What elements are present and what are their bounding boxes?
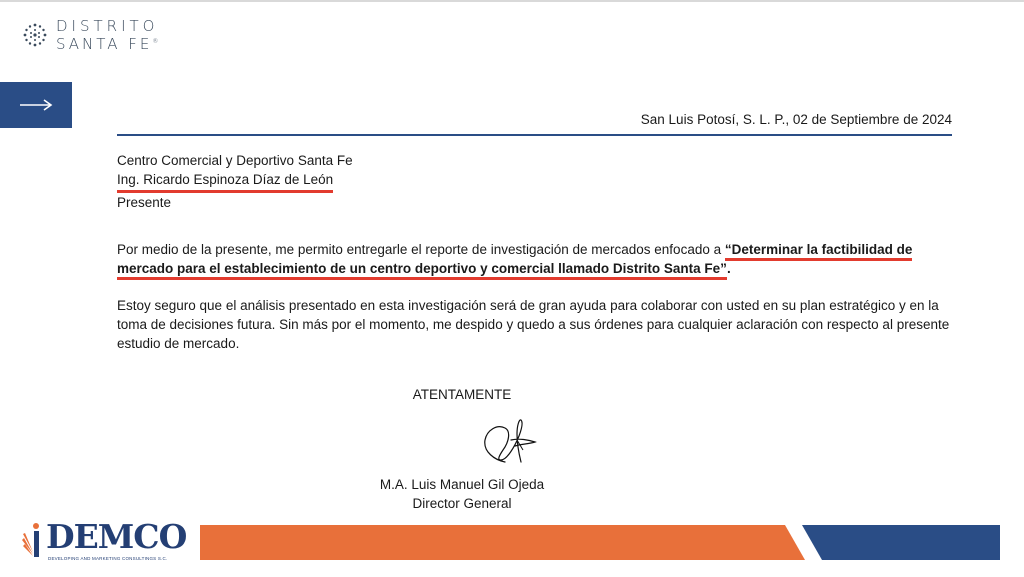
- demco-subtitle: DEVELOPING AND MARKETING CONSULTINGS S.C.: [48, 556, 168, 561]
- signature-image: [475, 410, 545, 470]
- study-objective-highlight: “Determinar la factibilidad de mercado para el establecimiento de un centro deportivo y comercial llamado Distrito Santa Fe”: [117, 242, 912, 280]
- footer-color-band: [200, 525, 1000, 560]
- body-paragraph-1: [117, 240, 955, 278]
- recipient-block: [117, 151, 353, 212]
- recipient-company: Centro Comercial y Deportivo Santa Fe: [117, 153, 353, 168]
- arrow-right-icon: [19, 98, 53, 112]
- distrito-santa-fe-logo: [22, 18, 158, 52]
- signer-title: Director General: [412, 496, 512, 511]
- paragraph-1-intro: Por medio de la presente, me permito entregarle el reporte de investigación de mercados enfocado a: [117, 242, 725, 257]
- letter-date: San Luis Potosí, S. L. P., 02 de Septiembre de 2024: [640, 112, 952, 127]
- top-border: [0, 0, 1024, 2]
- paragraph-1-end: .: [726, 261, 731, 276]
- dots-logo-icon: [22, 22, 48, 48]
- recipient-presente: Presente: [117, 195, 172, 210]
- logo-wordmark: [56, 18, 158, 52]
- registered-mark: ®: [152, 38, 159, 45]
- closing-text: ATENTAMENTE: [412, 387, 512, 402]
- header-divider: [117, 134, 952, 136]
- demco-wordmark: DEMCO: [46, 517, 187, 556]
- demco-fan-icon: [22, 522, 46, 560]
- logo-line-2: SANTA FE®: [56, 35, 159, 53]
- next-arrow-button[interactable]: [0, 82, 72, 128]
- body-paragraph-2: Estoy seguro que el análisis presentado en esta investigación será de gran ayuda para colaborar con usted en su plan estratégico y en la toma de decisiones futura. Sin más por el momento, me despido y quedo a sus órdenes para cualquier aclaración con respecto al presente estudio de mercado.: [117, 298, 950, 351]
- logo-line-1: DISTRITO: [56, 17, 159, 35]
- demco-logo: [22, 517, 187, 561]
- recipient-name: Ing. Ricardo Espinoza Díaz de León: [117, 170, 333, 193]
- signer-name: M.A. Luis Manuel Gil Ojeda: [379, 477, 545, 492]
